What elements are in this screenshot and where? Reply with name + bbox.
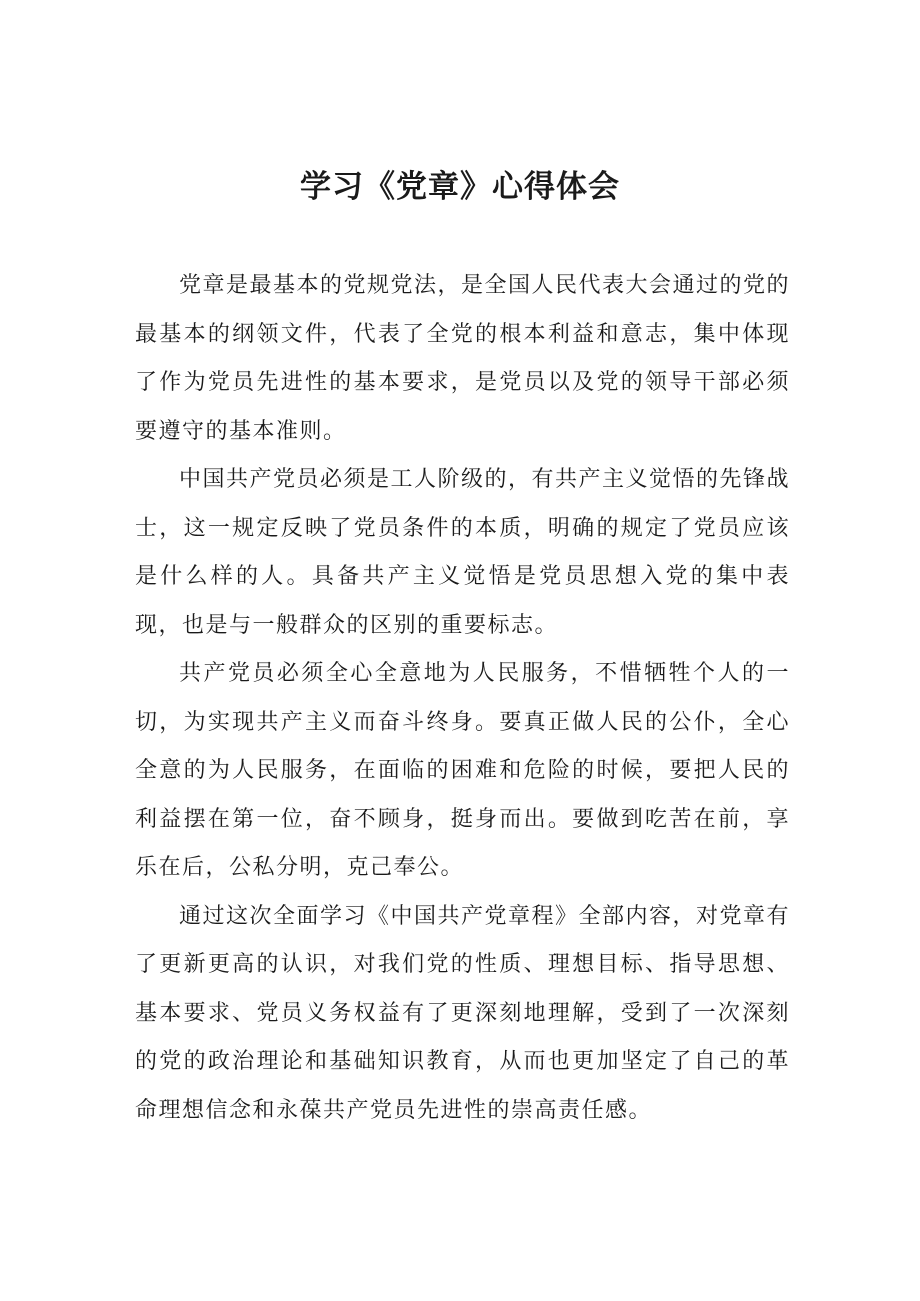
document-title: 学习《党章》心得体会 xyxy=(300,169,620,205)
paragraph-1: 党章是最基本的党规党法，是全国人民代表大会通过的党的最基本的纲领文件，代表了全党的根本利益和意志，集中体现了作为党员先进性的基本要求，是党员以及党的领导干部必须要遵守的基本准则。 xyxy=(135,273,791,444)
paragraph-3: 共产党员必须全心全意地为人民服务，不惜牺牲个人的一切，为实现共产主义而奋斗终身。要真正做人民的公仆，全心全意的为人民服务，在面临的困难和危险的时候，要把人民的利益摆在第一位，奋不顾身，挺身而出。要做到吃苦在前，享乐在后，公私分明，克己奉公。 xyxy=(135,661,790,880)
document-body xyxy=(135,262,790,1135)
paragraph-4: 通过这次全面学习《中国共产党章程》全部内容，对党章有了更新更高的认识，对我们党的性质、理想目标、指导思想、基本要求、党员义务权益有了更深刻地理解，受到了一次深刻的党的政治理论和基础知识教育，从而也更加坚定了自己的革命理想信念和永葆共产党员先进性的崇高责任感。 xyxy=(135,903,791,1123)
paragraph-2: 中国共产党员必须是工人阶级的，有共产主义觉悟的先锋战士，这一规定反映了党员条件的本质，明确的规定了党员应该是什么样的人。具备共产主义觉悟是党员思想入党的集中表现，也是与一般群众的区别的重要标志。 xyxy=(135,467,791,638)
